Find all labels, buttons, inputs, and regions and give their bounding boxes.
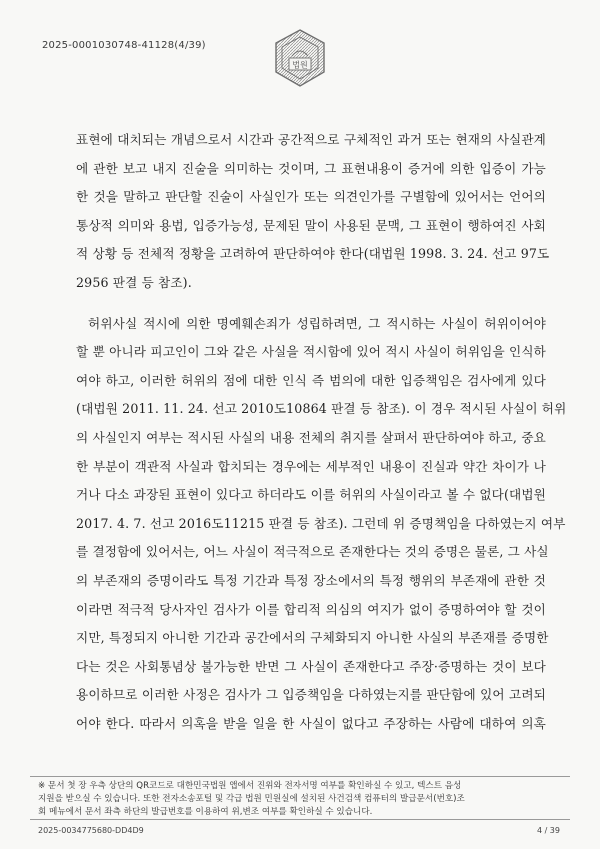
paragraph-2 [76, 310, 567, 739]
text-line: 에 관한 보고 내지 진술을 의미하는 것이며, 그 표현내용이 증거에 의한 입증이 가능 [76, 160, 546, 176]
text-line: 거나 다소 과장된 표현이 있다고 하더라도 이를 허위의 사실이라고 볼 수 없다(대법원 [76, 487, 546, 503]
text-line: 의 사실인지 여부는 적시된 사실의 내용 전체의 취지를 살펴서 판단하여야 하고, 중요 [76, 429, 546, 445]
text-line: 용이하므로 이러한 사정은 검사가 그 입증책임을 다하였는지를 판단함에 있어 고려되 [76, 687, 546, 703]
text-line: (대법원 2011. 11. 24. 선고 2010도10864 판결 등 참조). 이 경우 적시된 사실이 허위 [76, 401, 567, 417]
verification-notice [30, 776, 570, 820]
text-line: 한 것을 말하고 판단할 진술이 사실인가 또는 의견인가를 구별함에 있어서는 언어의 [76, 189, 546, 205]
text-line: 통상적 의미와 용법, 입증가능성, 문제된 말이 사용된 문맥, 그 표현이 행하여진 사회 [76, 217, 546, 233]
notice-line: 지원을 받으실 수 있습니다. 또한 전자소송포털 및 각급 법원 민원실에 설치된 사건검색 컴퓨터의 발급문서(번호)조 [38, 794, 465, 804]
text-line: 한 부분이 객관적 사실과 합치되는 경우에는 세부적인 내용이 진실과 약간 차이가 나 [76, 458, 546, 474]
paragraph-1 [76, 126, 550, 298]
notice-line: 회 메뉴에서 문서 좌측 하단의 발급번호를 이용하여 위,변조 여부를 확인하실 수 있습니다. [38, 807, 373, 817]
text-line: 할 뿐 아니라 피고인이 그와 같은 사실을 적시함에 있어 적시 사실이 허위임을 인식하 [76, 344, 546, 360]
seal-label: 법원 [292, 60, 308, 70]
court-seal-icon [272, 28, 328, 90]
text-line: 다는 것은 사회통념상 불가능한 반면 그 사실이 존재한다고 주장·증명하는 것이 보다 [76, 658, 546, 674]
text-line: 적 상황 등 전체적 정황을 고려하여 판단하여야 한다(대법원 1998. 3. 24. 선고 97도 [76, 246, 550, 262]
text-line: 표현에 대치되는 개념으로서 시간과 공간적으로 구체적인 과거 또는 현재의 사실관계 [76, 132, 546, 147]
notice-line: ※ 문서 첫 장 우측 상단의 QR코드로 대한민국법원 앱에서 진위와 전자서명 여부를 확인하실 수 있고, 텍스트 음성 [38, 781, 462, 791]
document-id-header: 2025-0001030748-41128(4/39) [42, 40, 206, 51]
text-line: 를 결정함에 있어서는, 어느 사실이 적극적으로 존재한다는 것의 증명은 물론, 그 사실 [76, 544, 549, 560]
text-line: 지만, 특정되지 아니한 기간과 공간에서의 구체화되지 아니한 사실의 부존재를 증명한 [76, 630, 549, 646]
paragraph-gap [76, 298, 546, 310]
text-line: 여야 하고, 이러한 허위의 점에 대한 인식 즉 범의에 대한 입증책임은 검사에게 있다 [76, 372, 546, 388]
text-line: 이라면 적극적 당사자인 검사가 이를 합리적 의심의 여지가 없이 증명하여야 할 것이 [76, 601, 546, 617]
text-line: 2017. 4. 7. 선고 2016도11215 판결 등 참조). 그런데 위 증명책임을 다하였는지 여부 [76, 515, 566, 531]
text-line: 2956 판결 등 참조). [76, 274, 192, 290]
judgment-body [76, 126, 567, 738]
issue-number: 2025-0034775680-DD4D9 [38, 826, 144, 835]
text-line: 어야 한다. 따라서 의혹을 받을 일을 한 사실이 없다고 주장하는 사람에 대하여 의혹 [76, 715, 546, 731]
text-line: 의 부존재의 증명이라도 특정 기간과 특정 장소에서의 특정 행위의 부존재에 관한 것 [76, 572, 546, 588]
page-number: 4 / 39 [536, 826, 560, 835]
text-line: 허위사실 적시에 의한 명예훼손죄가 성립하려면, 그 적시하는 사실이 허위이어야 [88, 315, 546, 331]
